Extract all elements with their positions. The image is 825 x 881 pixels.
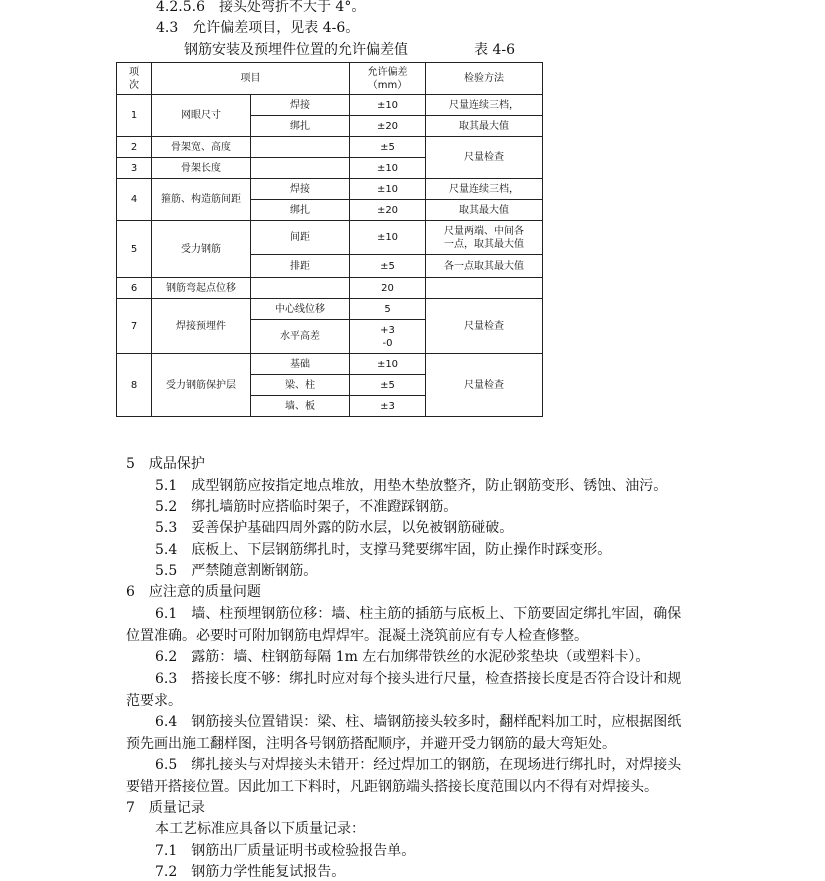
item-cell: 骨架长度 [152,158,251,179]
method-cell: 尺量检查 [426,354,543,417]
tolerance-cell: 20 [350,278,426,299]
paragraph-line: 位置准确。必要时可附加钢筋电焊焊牢。混凝土浇筑前应有专人检查修整。 [126,628,588,644]
item-cell: 钢筋弯起点位移 [152,278,251,299]
paragraph-line: 本工艺标准应具备以下质量记录： [155,821,365,837]
table-row [117,95,543,116]
table-title: 钢筋安装及预埋件位置的允许偏差值 [184,42,408,58]
clause-4-2-5-6: 4.2.5.6 接头处弯折不大于 4°。 [156,0,366,15]
header-tolerance: 允许偏差 （mm） [350,63,426,95]
tolerance-table [116,62,543,417]
subitem-cell: 焊接 [251,95,350,116]
paragraph-line: 要错开搭接位置。因此加工下料时，凡距钢筋端头搭接长度范围以内不得有对焊接头。 [126,779,658,795]
subitem-cell [251,278,350,299]
tolerance-cell: ±20 [350,200,426,221]
subitem-cell: 绑扎 [251,116,350,137]
table-header-row [117,63,543,95]
subitem-cell: 基础 [251,354,350,375]
subitem-cell: 水平高差 [251,320,350,354]
clause-4-3: 4.3 允许偏差项目，见表 4-6。 [156,20,360,36]
table-row [117,278,543,299]
paragraph-line: 5.2 绑扎墙筋时应搭临时架子，不准蹬踩钢筋。 [155,499,458,515]
subitem-cell: 间距 [251,221,350,255]
tolerance-cell: ±10 [350,354,426,375]
section-7-heading: 7 质量记录 [126,800,205,816]
paragraph-line: 5.3 妥善保护基础四周外露的防水层，以免被钢筋碰破。 [155,520,514,536]
subitem-cell: 焊接 [251,179,350,200]
paragraph-line: 6.2 露筋：墙、柱钢筋每隔 1m 左右加绑带铁丝的水泥砂浆垫块（或塑料卡）。 [155,649,650,665]
subitem-cell: 梁、柱 [251,375,350,396]
row-number: 8 [117,354,152,417]
item-cell: 受力钢筋 [152,221,251,278]
table-row [117,179,543,200]
paragraph-line: 6.3 搭接长度不够：绑扎时应对每个接头进行尺量，检查搭接长度是否符合设计和规 [155,671,682,687]
header-item: 项目 [152,63,350,95]
tolerance-cell: 5 [350,299,426,320]
method-cell: 尺量连续三档， [426,95,543,116]
subitem-cell: 中心线位移 [251,299,350,320]
header-no: 项 次 [117,63,152,95]
item-cell: 网眼尺寸 [152,95,251,137]
method-cell: 尺量两端、中间各 一点，取其最大值 [426,221,543,255]
row-number: 7 [117,299,152,354]
method-cell: 取其最大值 [426,116,543,137]
row-number: 3 [117,158,152,179]
item-cell: 骨架宽、高度 [152,137,251,158]
paragraph-line: 7.1 钢筋出厂质量证明书或检验报告单。 [155,843,416,859]
paragraph-line: 5.4 底板上、下层钢筋绑扎时，支撑马凳要绑牢固，防止操作时踩变形。 [155,542,612,558]
tolerance-cell: ±10 [350,95,426,116]
tolerance-cell: ±5 [350,375,426,396]
subitem-cell: 墙、板 [251,396,350,417]
tolerance-cell: ±3 [350,396,426,417]
paragraph-line: 6.1 墙、柱预埋钢筋位移：墙、柱主筋的插筋与底板上、下筋要固定绑扎牢固，确保 [155,606,682,622]
tolerance-cell: +3 -0 [350,320,426,354]
table-row [117,299,543,320]
row-number: 5 [117,221,152,278]
paragraph-line: 6.4 钢筋接头位置错误：梁、柱、墙钢筋接头较多时，翻样配料加工时，应根据图纸 [155,714,682,730]
item-cell: 焊接预埋件 [152,299,251,354]
paragraph-line: 6.5 绑扎接头与对焊接头未错开：经过焊加工的钢筋，在现场进行绑扎时，对焊接头 [155,757,682,773]
tolerance-cell: ±20 [350,116,426,137]
row-number: 4 [117,179,152,221]
item-cell: 受力钢筋保护层 [152,354,251,417]
header-method: 检验方法 [426,63,543,95]
row-number: 2 [117,137,152,158]
paragraph-line: 预先画出施工翻样图，注明各号钢筋搭配顺序，并避开受力钢筋的最大弯矩处。 [126,736,616,752]
method-cell: 取其最大值 [426,200,543,221]
paragraph-line: 5.5 严禁随意割断钢筋。 [155,563,318,579]
method-cell [426,278,543,299]
method-cell: 尺量连续三档， [426,179,543,200]
tolerance-cell: ±10 [350,221,426,255]
table-row [117,221,543,255]
method-cell: 尺量检查 [426,137,543,179]
subitem-cell [251,158,350,179]
table-number: 表 4-6 [474,42,515,58]
subitem-cell: 绑扎 [251,200,350,221]
subitem-cell: 排距 [251,255,350,278]
method-cell: 尺量检查 [426,299,543,354]
section-6-heading: 6 应注意的质量问题 [126,584,261,600]
method-cell: 各一点取其最大值 [426,255,543,278]
row-number: 6 [117,278,152,299]
paragraph-line: 7.2 钢筋力学性能复试报告。 [155,864,346,880]
tolerance-cell: ±10 [350,179,426,200]
section-5-heading: 5 成品保护 [126,456,205,472]
tolerance-cell: ±5 [350,137,426,158]
row-number: 1 [117,95,152,137]
item-cell: 箍筋、构造筋间距 [152,179,251,221]
tolerance-cell: ±10 [350,158,426,179]
table-row [117,137,543,158]
paragraph-line: 5.1 成型钢筋应按指定地点堆放，用垫木垫放整齐，防止钢筋变形、锈蚀、油污。 [155,478,668,494]
subitem-cell [251,137,350,158]
tolerance-cell: ±5 [350,255,426,278]
paragraph-line: 范要求。 [126,693,182,709]
table-row [117,354,543,375]
